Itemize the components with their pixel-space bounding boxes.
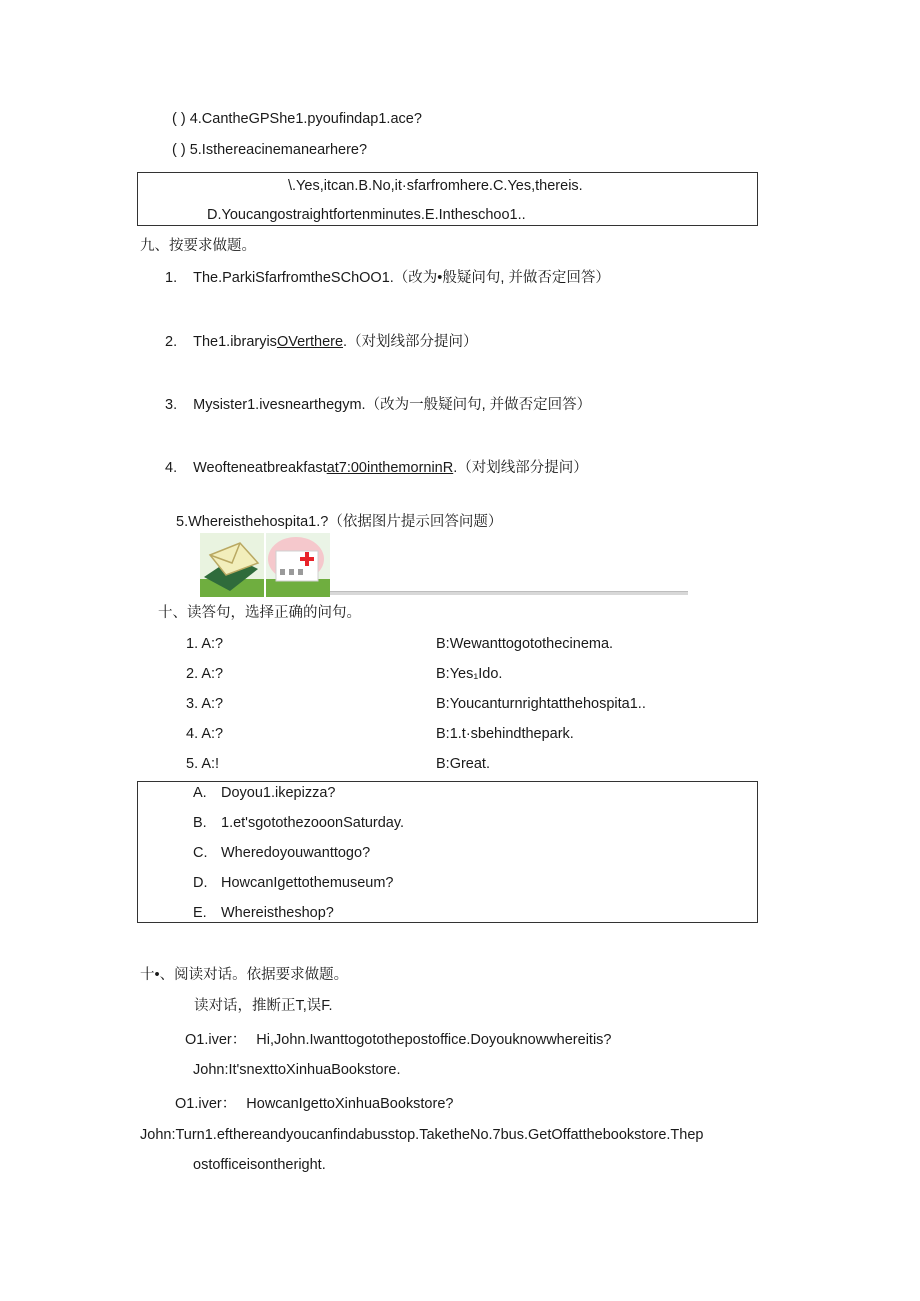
- utterance: Hi,John.Iwanttogotothepostoffice.Doyouknowwhereitis?: [256, 1032, 612, 1048]
- dialogue-line-3: [175, 1094, 453, 1114]
- s9-question-1: [165, 268, 610, 288]
- options-line-2: D.Youcangostraightfortenminutes.E.Intheschoo1..: [207, 207, 526, 223]
- pair-3-question[interactable]: 3. A:?: [186, 696, 224, 712]
- dialogue-line-1: [185, 1030, 611, 1050]
- option-text: Whereistheshop?: [221, 905, 334, 921]
- options-line-1: \.Yes,itcan.B.No,it·sfarfromhere.C.Yes,thereis.: [288, 178, 583, 194]
- pair-2-answer: B:Yes₁Ido.: [436, 666, 503, 682]
- pair-2-question[interactable]: 2. A:?: [186, 666, 224, 682]
- utterance-italic: a: [356, 1127, 365, 1143]
- answer-paren[interactable]: ( ): [172, 142, 186, 158]
- option-a: [193, 783, 335, 803]
- option-letter: A.: [193, 785, 207, 801]
- dialogue-line-5: ostofficeisontheright.: [193, 1157, 326, 1173]
- question-punct: .: [453, 460, 458, 476]
- question-text: Mysister1.ivesnearthegym.: [193, 397, 366, 413]
- q4-text: 4.CantheGPShe1.pyoufindap1.ace?: [189, 111, 422, 127]
- question-instruction: （依据图片提示回答问题）: [328, 514, 503, 530]
- s9-question-4: [165, 458, 588, 478]
- question-text: Weofteneatbreakfast: [193, 460, 327, 476]
- utterance: HowcanIgettoXinhuaBookstore?: [246, 1096, 454, 1112]
- section-9-heading: 九、按要求做题。: [140, 238, 256, 254]
- hospital-picture: [266, 533, 330, 597]
- dialogue-line-4: [140, 1125, 703, 1145]
- option-c: [193, 843, 370, 863]
- question-instruction: （改为一般疑问句, 并做否定回答）: [365, 397, 592, 413]
- question-instruction: （改为•般疑问句, 并做否定回答）: [393, 270, 610, 286]
- utterance: busstop.TaketheNo.7bus.GetOffatthebookstore.Thep: [364, 1127, 704, 1143]
- pair-5-answer: B:Great.: [436, 756, 490, 772]
- pair-1-question[interactable]: 1. A:?: [186, 636, 224, 652]
- option-letter: C.: [193, 845, 208, 861]
- option-e: [193, 903, 334, 923]
- question-text: The.ParkiSfarfromtheSChOO1.: [193, 270, 394, 286]
- hint-images: [200, 533, 690, 597]
- post-office-picture: [200, 533, 264, 597]
- question-number: 2.: [165, 334, 178, 350]
- question-number: 1.: [165, 270, 178, 286]
- s9-question-3: [165, 395, 591, 415]
- section-10-heading: 十、读答句，选择正确的问句。: [158, 605, 361, 621]
- option-text: Doyou1.ikepizza?: [221, 785, 336, 801]
- hospital-cross-icon: [266, 533, 330, 597]
- option-b: [193, 813, 404, 833]
- section-11-instruction: 读对话，推断正T,误F.: [194, 998, 333, 1014]
- q4-row: [172, 109, 422, 129]
- s9-question-5: [176, 512, 502, 532]
- q5-row: [172, 140, 367, 160]
- underlined-phrase: OVerthere: [276, 334, 344, 350]
- option-text: 1.et'sgotothezooonSaturday.: [221, 815, 405, 831]
- option-letter: B.: [193, 815, 207, 831]
- pair-4-answer: B:1.t·sbehindthepark.: [436, 726, 574, 742]
- post-office-envelope-icon: [200, 533, 264, 597]
- s9-question-2: [165, 332, 478, 352]
- question-punct: .: [343, 334, 348, 350]
- option-letter: D.: [193, 875, 208, 891]
- speaker: O1.iver：: [175, 1096, 237, 1112]
- question-instruction: （对划线部分提问）: [347, 334, 478, 350]
- pair-3-answer: B:Youcanturnrightatthehospita1..: [436, 696, 646, 712]
- speaker: O1.iver：: [185, 1032, 247, 1048]
- option-text: HowcanIgettothemuseum?: [221, 875, 394, 891]
- section-11-heading: 十•、阅读对话。依据要求做题。: [140, 967, 349, 983]
- underlined-phrase: at7:00inthemorninR: [326, 460, 454, 476]
- utterance: John:Turn1.efthereandyoucanfind: [140, 1127, 357, 1143]
- pair-5-question[interactable]: 5. A:!: [186, 756, 220, 772]
- pair-1-answer: B:Wewanttogotothecinema.: [436, 636, 614, 652]
- option-letter: E.: [193, 905, 207, 921]
- question-text: 5.Whereisthehospita1.?: [176, 514, 329, 530]
- dialogue-line-2: John:It'snexttoXinhuaBookstore.: [193, 1062, 401, 1078]
- option-text: Wheredoyouwanttogo?: [221, 845, 371, 861]
- question-instruction: （对划线部分提问）: [457, 460, 588, 476]
- option-d: [193, 873, 394, 893]
- answer-paren[interactable]: ( ): [172, 111, 186, 127]
- question-number: 3.: [165, 397, 178, 413]
- answer-line[interactable]: [330, 591, 688, 595]
- question-number: 4.: [165, 460, 178, 476]
- pair-4-question[interactable]: 4. A:?: [186, 726, 224, 742]
- question-text: The1.ibraryis: [193, 334, 277, 350]
- q5-text: 5.Isthereacinemanearhere?: [189, 142, 368, 158]
